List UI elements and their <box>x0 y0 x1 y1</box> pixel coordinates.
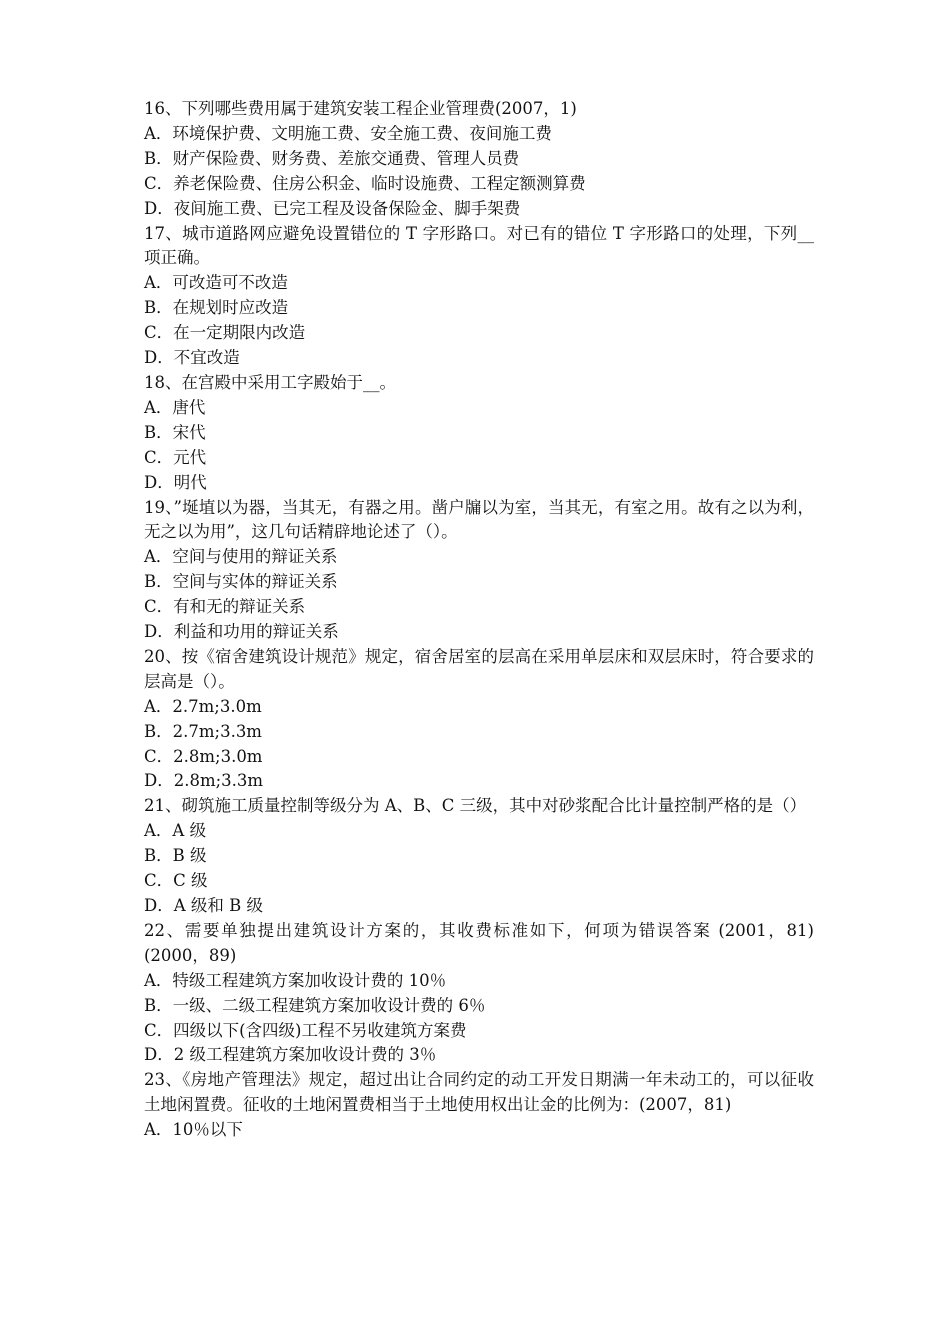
option-b: B．在规划时应改造 <box>144 298 289 318</box>
option-c: C．元代 <box>144 447 207 467</box>
option-a: A．空间与使用的辩证关系 <box>144 547 338 567</box>
option-b: B．一级、二级工程建筑方案加收设计费的 6％ <box>144 995 486 1015</box>
question-23 <box>144 1068 814 1143</box>
option-a: A．可改造可不改造 <box>144 273 288 293</box>
option-d: D．2 级工程建筑方案加收设计费的 3％ <box>144 1045 437 1065</box>
question-22 <box>144 919 814 1068</box>
option-c: C．四级以下(含四级)工程不另收建筑方案费 <box>144 1020 467 1040</box>
option-d: D．2.8m;3.3m <box>144 771 264 791</box>
question-17 <box>144 222 814 371</box>
option-c: C．C 级 <box>144 871 208 891</box>
question-stem: 19、”埏埴以为器，当其无，有器之用。凿户牖以为室，当其无，有室之用。故有之以为利，无之以为用”，这几句话精辟地论述了（）。 <box>144 497 814 542</box>
option-a: A．10％以下 <box>144 1120 243 1140</box>
question-20 <box>144 645 814 794</box>
option-b: B．财产保险费、财务费、差旅交通费、管理人员费 <box>144 148 520 168</box>
option-c: C．2.8m;3.0m <box>144 746 263 766</box>
question-18 <box>144 371 814 496</box>
option-d: D．利益和功用的辩证关系 <box>144 622 339 642</box>
option-d: D．明代 <box>144 472 207 492</box>
question-21 <box>144 794 814 919</box>
option-c: C．养老保险费、住房公积金、临时设施费、工程定额测算费 <box>144 173 586 193</box>
question-stem: 17、城市道路网应避免设置错位的 T 字形路口。对已有的错位 T 字形路口的处理，下列__项正确。 <box>144 223 814 268</box>
option-a: A．特级工程建筑方案加收设计费的 10％ <box>144 970 447 990</box>
question-stem: 23、《房地产管理法》规定，超过出让合同约定的动工开发日期满一年未动工的，可以征收土地闲置费。征收的土地闲置费相当于土地使用权出让金的比例为：(2007，81) <box>144 1070 814 1115</box>
question-stem: 16、下列哪些费用属于建筑安装工程企业管理费(2007，1) <box>144 99 577 118</box>
question-stem: 22、需要单独提出建筑设计方案的，其收费标准如下，何项为错误答案 (2001，81)(2000，89) <box>144 920 814 965</box>
option-b: B．宋代 <box>144 422 206 442</box>
option-b: B．2.7m;3.3m <box>144 721 262 741</box>
option-d: D．不宜改造 <box>144 348 240 368</box>
option-a: A．环境保护费、文明施工费、安全施工费、夜间施工费 <box>144 123 552 143</box>
question-stem: 21、砌筑施工质量控制等级分为 A、B、C 三级，其中对砂浆配合比计量控制严格的是（） <box>144 796 807 816</box>
option-a: A．唐代 <box>144 397 206 417</box>
question-stem: 20、按《宿舍建筑设计规范》规定，宿舍居室的层高在采用单层床和双层床时，符合要求的层高是（）。 <box>144 646 814 691</box>
option-d: D．夜间施工费、已完工程及设备保险金、脚手架费 <box>144 198 521 218</box>
document-page <box>144 97 814 1143</box>
option-d: D．A 级和 B 级 <box>144 896 264 915</box>
option-c: C．在一定期限内改造 <box>144 323 306 343</box>
question-19 <box>144 496 814 645</box>
option-c: C．有和无的辩证关系 <box>144 597 306 617</box>
question-stem: 18、在宫殿中采用工字殿始于__。 <box>144 372 396 392</box>
option-b: B．空间与实体的辩证关系 <box>144 572 338 592</box>
option-a: A．2.7m;3.0m <box>144 696 262 716</box>
option-b: B．B 级 <box>144 846 207 866</box>
question-16 <box>144 97 814 222</box>
option-a: A．A 级 <box>144 821 207 841</box>
